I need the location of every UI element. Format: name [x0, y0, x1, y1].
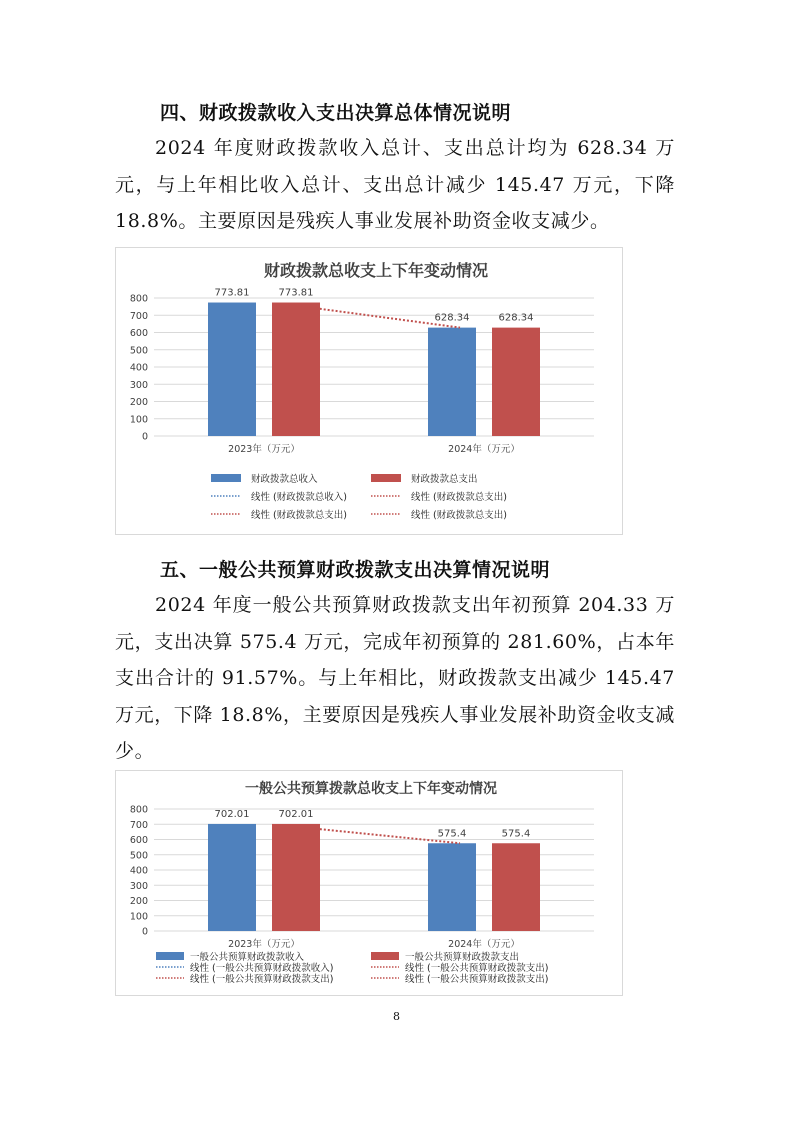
chart-2-data-label: 575.4 — [501, 828, 531, 840]
chart-2-y-tick-label: 200 — [129, 896, 148, 907]
chart-2-x-category-label: 2023年（万元） — [228, 939, 300, 950]
chart-1-legend-swatch — [211, 474, 241, 482]
chart-2-title: 一般公共预算拨款总收支上下年变动情况 — [245, 781, 497, 797]
chart-1-legend-label: 线性 (财政拨款总收入) — [251, 492, 347, 503]
chart-2-y-tick-label: 100 — [129, 911, 148, 923]
chart-2-container — [115, 770, 623, 996]
chart-2-y-tick-label: 400 — [129, 865, 148, 877]
chart-1 — [116, 248, 622, 534]
chart-1-y-tick-label: 800 — [129, 293, 148, 305]
chart-1-y-tick-label: 200 — [129, 397, 148, 408]
section-4-paragraph: 2024 年度财政拨款收入总计、支出总计均为 628.34 万元，与上年相比收入总计、支出总计减少 145.47 万元，下降 18.8%。主要原因是残疾人事业发展补助资金收支减少。 — [115, 137, 675, 232]
chart-1-data-label: 773.81 — [214, 287, 250, 299]
chart-1-y-tick-label: 300 — [129, 379, 148, 391]
chart-2-y-tick-label: 300 — [129, 880, 148, 892]
chart-1-legend-label: 财政拨款总收入 — [251, 474, 318, 485]
chart-1-y-tick-label: 500 — [129, 345, 148, 357]
chart-2-data-label: 575.4 — [437, 828, 467, 840]
chart-1-data-label: 628.34 — [434, 312, 470, 324]
chart-1-y-tick-label: 700 — [129, 310, 148, 322]
chart-2-legend-label: 线性 (一般公共预算财政拨款支出) — [405, 963, 549, 974]
chart-1-x-category-label: 2023年（万元） — [228, 444, 300, 455]
chart-1-x-category-label: 2024年（万元） — [448, 444, 520, 455]
chart-1-legend-swatch — [371, 474, 401, 482]
chart-1-container — [115, 247, 623, 535]
chart-1-bar — [208, 303, 256, 436]
chart-2-bar — [208, 824, 256, 931]
chart-2-data-label: 702.01 — [214, 808, 250, 820]
chart-1-y-tick-label: 400 — [129, 362, 148, 374]
chart-1-data-label: 773.81 — [278, 287, 314, 299]
chart-2 — [116, 771, 622, 995]
chart-2-y-tick-label: 800 — [129, 804, 148, 816]
section-5-heading: 五、一般公共预算财政拨款支出决算情况说明 — [160, 559, 551, 581]
section-5-paragraph: 2024 年度一般公共预算财政拨款支出年初预算 204.33 万元，支出决算 575.4 万元，完成年初预算的 281.60%，占本年支出合计的 91.57%。与上年相比，财政拨款支出减少 145.47 万元，下降 18.8%，主要原因是残疾人事业发展补助资金收支减少。 — [115, 594, 675, 762]
chart-1-title: 财政拨款总收支上下年变动情况 — [263, 261, 489, 280]
chart-2-x-category-label: 2024年（万元） — [448, 939, 520, 950]
chart-1-y-tick-label: 0 — [141, 431, 148, 443]
chart-1-bar — [492, 328, 540, 436]
chart-1-legend-label: 线性 (财政拨款总支出) — [251, 510, 347, 521]
chart-2-legend-swatch — [156, 952, 184, 960]
chart-1-bar — [428, 328, 476, 436]
chart-2-legend-label: 线性 (一般公共预算财政拨款支出) — [405, 974, 549, 985]
chart-1-bar — [272, 303, 320, 436]
chart-2-y-tick-label: 700 — [129, 819, 148, 831]
chart-2-legend-label: 一般公共预算财政拨款收入 — [190, 952, 305, 963]
chart-2-y-tick-label: 500 — [129, 850, 148, 862]
chart-1-y-tick-label: 600 — [129, 328, 148, 339]
chart-2-legend-label: 一般公共预算财政拨款支出 — [405, 952, 520, 963]
chart-2-legend-swatch — [371, 952, 399, 960]
chart-2-legend-label: 线性 (一般公共预算财政拨款收入) — [190, 963, 334, 974]
chart-1-legend-label: 财政拨款总支出 — [411, 474, 478, 485]
chart-1-data-label: 628.34 — [498, 312, 534, 324]
chart-2-bar — [272, 824, 320, 931]
chart-2-bar — [428, 843, 476, 931]
chart-1-legend-label: 线性 (财政拨款总支出) — [411, 492, 507, 503]
chart-2-y-tick-label: 600 — [129, 835, 148, 846]
chart-2-data-label: 702.01 — [278, 808, 314, 820]
section-4-heading: 四、财政拨款收入支出决算总体情况说明 — [160, 102, 512, 124]
chart-2-bar — [492, 843, 540, 931]
chart-1-legend-label: 线性 (财政拨款总支出) — [411, 510, 507, 521]
chart-2-y-tick-label: 0 — [141, 926, 148, 938]
page-number: 8 — [393, 1010, 400, 1023]
chart-1-y-tick-label: 100 — [129, 414, 148, 426]
chart-2-legend-label: 线性 (一般公共预算财政拨款支出) — [190, 974, 334, 985]
